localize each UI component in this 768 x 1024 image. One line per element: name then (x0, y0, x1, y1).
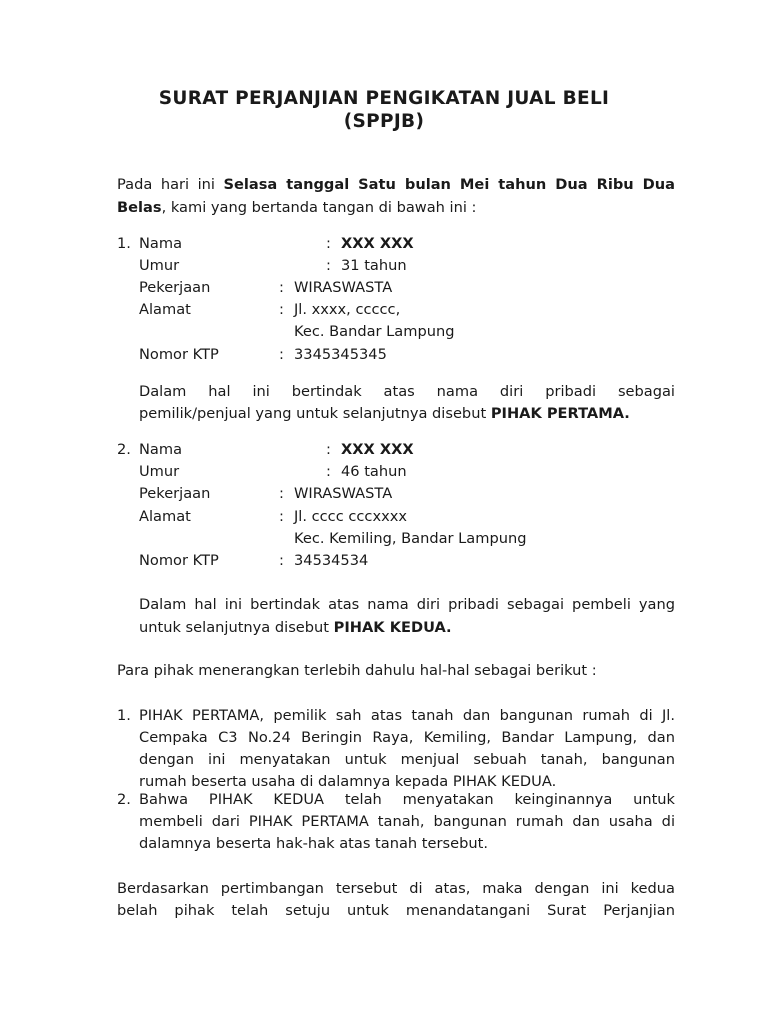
intro-line-2: Belas, kami yang bertanda tangan di bawah ini : (117, 199, 477, 216)
party1-ktp-label: Nomor KTP (139, 346, 219, 363)
party1-pekerjaan-colon: : (279, 279, 284, 296)
party1-alamat-value-2: Kec. Bandar Lampung (294, 323, 455, 340)
party1-umur-value: 31 tahun (341, 257, 407, 274)
party1-description-line-1: Dalam hal ini bertindak atas nama diri pribadi sebagai (139, 383, 675, 400)
party2-pekerjaan-colon: : (279, 485, 284, 502)
document-title: SURAT PERJANJIAN PENGIKATAN JUAL BELI (158, 88, 610, 109)
party2-description-line-1: Dalam hal ini bertindak atas nama diri pribadi sebagai pembeli yang (139, 596, 675, 613)
party2-nama-colon: : (326, 441, 331, 458)
party2-umur-label: Umur (139, 463, 180, 480)
party1-ktp-value: 3345345345 (294, 346, 387, 363)
clause-2-line-3: dalamnya beserta hak-hak atas tanah tersebut. (139, 835, 488, 852)
party1-nama-colon: : (326, 235, 331, 252)
party2-alamat-value-2: Kec. Kemiling, Bandar Lampung (294, 530, 527, 547)
clause-2-line-1: Bahwa PIHAK KEDUA telah menyatakan keinginannya untuk (139, 791, 675, 808)
party2-alamat-value-1: Jl. cccc cccxxxx (294, 508, 407, 525)
party2-umur-value: 46 tahun (341, 463, 407, 480)
clause-2-number: 2. (117, 791, 131, 808)
party1-description-line-2: pemilik/penjual yang untuk selanjutnya disebut PIHAK PERTAMA. (139, 405, 630, 422)
party1-pekerjaan-value: WIRASWASTA (294, 279, 393, 296)
party2-ktp-label: Nomor KTP (139, 552, 219, 569)
party2-nama-value: XXX XXX (341, 441, 414, 458)
party1-alamat-value-1: Jl. xxxx, ccccc, (294, 301, 401, 318)
clause-2-line-2: membeli dari PIHAK PERTAMA tanah, bangunan rumah dan usaha di (139, 813, 675, 830)
party2-ktp-colon: : (279, 552, 284, 569)
closing-line-2: belah pihak telah setuju untuk menandatangani Surat Perjanjian (117, 902, 675, 919)
party1-alamat-label: Alamat (139, 301, 191, 318)
party2-ktp-value: 34534534 (294, 552, 369, 569)
party1-number: 1. (117, 235, 131, 252)
clause-1-line-4: rumah beserta usaha di dalamnya kepada PIHAK KEDUA. (139, 773, 557, 790)
closing-line-1: Berdasarkan pertimbangan tersebut di atas, maka dengan ini kedua (117, 880, 675, 897)
intro-line-1: Pada hari ini Selasa tanggal Satu bulan Mei tahun Dua Ribu Dua (117, 176, 675, 193)
party2-number: 2. (117, 441, 131, 458)
party1-alamat-colon: : (279, 301, 284, 318)
recitals-intro: Para pihak menerangkan terlebih dahulu hal-hal sebagai berikut : (117, 662, 597, 679)
party1-nama-value: XXX XXX (341, 235, 414, 252)
party2-alamat-colon: : (279, 508, 284, 525)
clause-1-line-1: PIHAK PERTAMA, pemilik sah atas tanah dan bangunan rumah di Jl. (139, 707, 675, 724)
party2-pekerjaan-value: WIRASWASTA (294, 485, 393, 502)
party2-alamat-label: Alamat (139, 508, 191, 525)
party2-description-line-2: untuk selanjutnya disebut PIHAK KEDUA. (139, 619, 452, 636)
party2-umur-colon: : (326, 463, 331, 480)
document-title-abbrev: (SPPJB) (343, 111, 425, 132)
clause-1-number: 1. (117, 707, 131, 724)
party2-nama-label: Nama (139, 441, 183, 458)
clause-1-line-3: dengan ini menyatakan untuk menjual sebuah tanah, bangunan (139, 751, 675, 768)
clause-1-line-2: Cempaka C3 No.24 Beringin Raya, Kemiling, Bandar Lampung, dan (139, 729, 675, 746)
party2-pekerjaan-label: Pekerjaan (139, 485, 211, 502)
party1-ktp-colon: : (279, 346, 284, 363)
party1-umur-label: Umur (139, 257, 180, 274)
party1-umur-colon: : (326, 257, 331, 274)
party1-nama-label: Nama (139, 235, 183, 252)
party1-pekerjaan-label: Pekerjaan (139, 279, 211, 296)
